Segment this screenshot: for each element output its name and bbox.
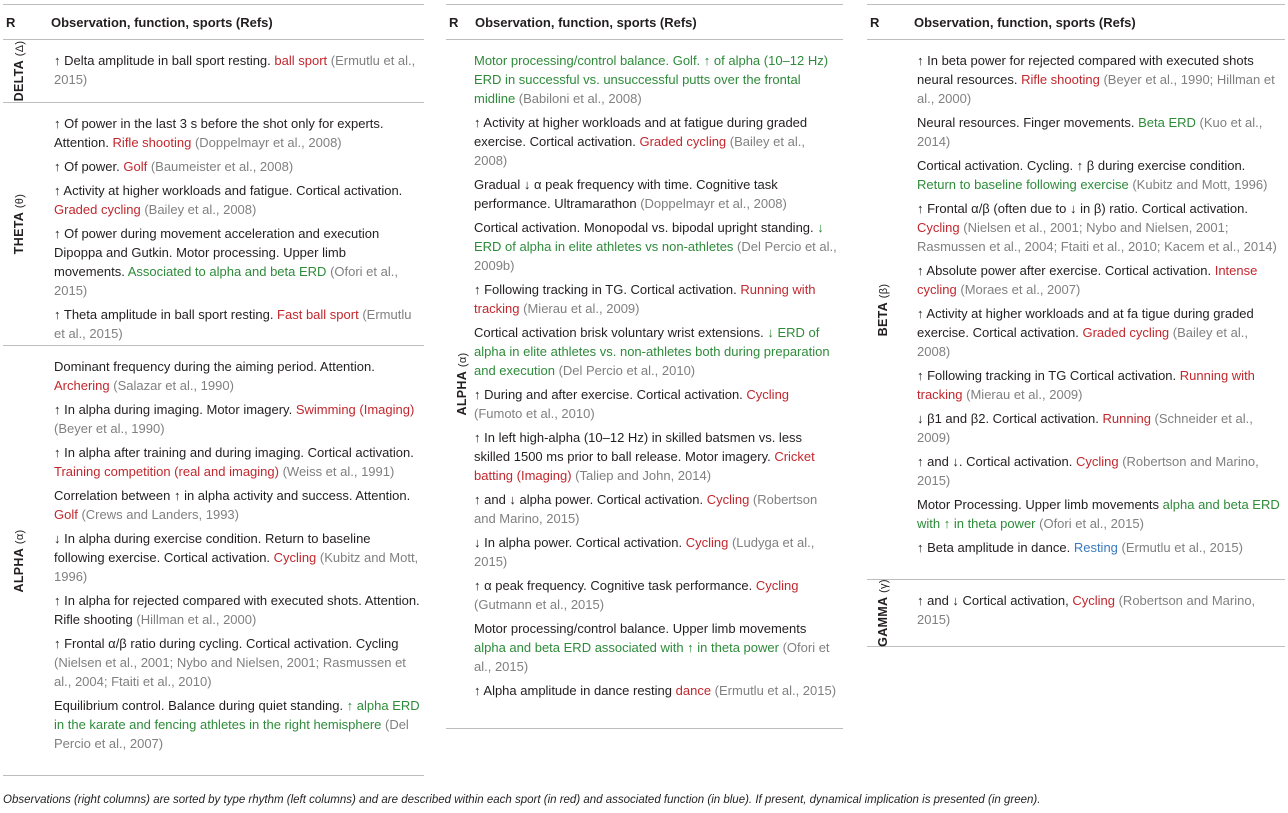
observation-text: ↑ and ↓ Cortical activation, bbox=[917, 593, 1073, 608]
rhythm-symbol: (α) bbox=[14, 529, 26, 544]
reference-text: (Weiss et al., 1991) bbox=[278, 464, 395, 479]
observation-entry bbox=[474, 533, 839, 571]
rhythm-label bbox=[867, 580, 899, 646]
observation-entry bbox=[474, 175, 839, 213]
reference-text: (Nielsen et al., 2001; Nybo and Nielsen, 2001; Rasmussen et al., 2004; Ftaiti et al., 2010; Kacem et al., 2014) bbox=[917, 220, 1277, 254]
dynamical-implication-text: alpha and beta ERD with ↑ in theta power bbox=[917, 497, 1280, 531]
observation-text: ↑ Of power during movement acceleration and execution Dipoppa and Gutkin. Motor processing. Upper limb movements. bbox=[54, 226, 380, 279]
reference-text: (Hillman et al., 2000) bbox=[136, 612, 257, 627]
sport-text: dance bbox=[675, 683, 712, 698]
observation-entry bbox=[474, 490, 839, 528]
sport-text: Cycling bbox=[755, 578, 799, 593]
observation-text: ↑ and ↓. Cortical activation. bbox=[917, 454, 1076, 469]
observation-text: Cortical activation. Cycling. ↑ β during exercise condition. bbox=[917, 158, 1246, 173]
observation-text: ↑ In alpha during imaging. Motor imagery. bbox=[54, 402, 296, 417]
observation-text: ↑ Of power in the last 3 s before the shot only for experts. Attention. bbox=[54, 116, 384, 150]
observation-text: ↑ During and after exercise. Cortical activation. bbox=[474, 387, 747, 402]
sport-text: Cricket batting (Imaging) bbox=[474, 449, 815, 483]
observation-entry bbox=[54, 696, 420, 753]
sport-text: Archering bbox=[54, 378, 110, 393]
dynamical-implication-text: alpha and beta ERD associated with ↑ in theta power bbox=[474, 640, 779, 655]
observation-text: ↑ In left high-alpha (10–12 Hz) in skilled batsmen vs. less skilled 1500 ms prior to ball release. Motor imagery. bbox=[474, 430, 803, 464]
reference-text: (Robertson and Marino, 2015) bbox=[474, 492, 818, 526]
dynamical-implication-text: Beta ERD bbox=[1138, 115, 1196, 130]
observation-text: ↑ Following tracking in TG Cortical activation. bbox=[917, 368, 1180, 383]
sport-text: Cycling bbox=[917, 220, 960, 235]
observation-entry bbox=[54, 305, 420, 343]
observation-entry bbox=[54, 400, 420, 438]
rhythm-label bbox=[3, 346, 35, 775]
reference-text: (Ofori et al., 2015) bbox=[1035, 516, 1144, 531]
r-header: R bbox=[870, 14, 880, 30]
reference-text: (Del Percio et al., 2009b) bbox=[474, 239, 837, 273]
observation-entry bbox=[54, 51, 420, 89]
sport-text: Cycling bbox=[1072, 593, 1115, 608]
observation-text: ↓ In alpha during exercise condition. Return to baseline following exercise. Cortical activation. bbox=[54, 531, 371, 565]
column-header bbox=[867, 4, 1285, 40]
observation-text: Neural resources. Finger movements. bbox=[917, 115, 1139, 130]
reference-text: (Schneider et al., 2009) bbox=[917, 411, 1253, 445]
reference-text: (Gutmann et al., 2015) bbox=[474, 597, 605, 612]
sport-text: Running with tracking bbox=[917, 368, 1255, 402]
dynamical-implication-text: ↓ ERD of alpha in elite athletes vs non-athletes bbox=[474, 220, 824, 254]
sport-text: Running bbox=[1102, 411, 1151, 426]
rhythm-symbol: (Δ) bbox=[14, 40, 26, 57]
sport-text: Rifle shooting bbox=[1021, 72, 1100, 87]
reference-text: (Doppelmayr et al., 2008) bbox=[191, 135, 342, 150]
observation-entry bbox=[917, 452, 1281, 490]
observation-text: Motor processing/control balance. Upper limb movements bbox=[474, 621, 807, 636]
reference-text: (Robertson and Marino, 2015) bbox=[917, 593, 1256, 627]
observation-text: ↑ Frontal α/β (often due to ↓ in β) ratio. Cortical activation. bbox=[917, 201, 1248, 216]
sport-text: Graded cycling bbox=[54, 202, 141, 217]
rhythm-section-gamma bbox=[867, 580, 1285, 647]
observation-entry bbox=[54, 357, 420, 395]
rhythm-section-alpha bbox=[3, 346, 424, 776]
observation-entry bbox=[54, 224, 420, 300]
rhythm-label bbox=[867, 40, 899, 579]
observation-text: ↑ Absolute power after exercise. Cortical activation. bbox=[917, 263, 1215, 278]
rhythm-name: BETA bbox=[876, 301, 890, 336]
rhythm-name: ALPHA bbox=[12, 547, 26, 592]
observation-entry bbox=[917, 261, 1281, 299]
reference-text: (Ermutlu et al., 2015) bbox=[54, 307, 412, 341]
observation-text: Motor Processing. Upper limb movements bbox=[917, 497, 1163, 512]
rhythm-name: THETA bbox=[12, 211, 26, 255]
dynamical-implication-text: ↑ alpha ERD in the karate and fencing athletes in the right hemisphere bbox=[54, 698, 420, 732]
observation-text: ↑ Theta amplitude in ball sport resting. bbox=[54, 307, 278, 322]
observation-entry bbox=[474, 280, 839, 318]
observation-entry bbox=[917, 156, 1281, 194]
observation-text: Cortical activation. Monopodal vs. bipodal upright standing. bbox=[474, 220, 818, 235]
observation-text: ↑ and ↓ alpha power. Cortical activation. bbox=[474, 492, 707, 507]
sport-text: Training competition (real and imaging) bbox=[54, 464, 279, 479]
sport-text: Rifle shooting bbox=[112, 135, 192, 150]
observation-text: ↓ In alpha power. Cortical activation. bbox=[474, 535, 686, 550]
observation-text: ↑ Activity at higher workloads and at fa tigue during graded exercise. Cortical activation. bbox=[917, 306, 1254, 340]
reference-text: (Bailey et al., 2008) bbox=[474, 134, 805, 168]
reference-text: (Beyer et al., 1990; Hillman et al., 2000) bbox=[917, 72, 1275, 106]
observation-text: ↑ Activity at higher workloads and at fatigue during graded exercise. Cortical activation. bbox=[474, 115, 808, 149]
reference-text: (Doppelmayr et al., 2008) bbox=[640, 196, 787, 211]
rhythm-symbol: (α) bbox=[457, 352, 469, 368]
observation-header: Observation, function, sports (Refs) bbox=[51, 14, 273, 30]
observation-text: ↑ α peak frequency. Cognitive task performance. bbox=[474, 578, 756, 593]
observation-text: ↑ Activity at higher workloads and fatigue. Cortical activation. bbox=[54, 183, 403, 198]
reference-text: (Ofori et al., 2015) bbox=[474, 640, 830, 674]
observation-text: ↑ In alpha after training and during imaging. Cortical activation. bbox=[54, 445, 414, 460]
observation-entry bbox=[474, 576, 839, 614]
observation-text: Correlation between ↑ in alpha activity and success. Attention. bbox=[54, 488, 411, 503]
reference-text: (Kuo et al., 2014) bbox=[917, 115, 1263, 149]
reference-text: (Ermutlu et al., 2015) bbox=[54, 53, 416, 87]
sport-text: Intense cycling bbox=[917, 263, 1258, 297]
reference-text: (Robertson and Marino, 2015) bbox=[917, 454, 1259, 488]
rhythm-section-beta bbox=[867, 40, 1285, 580]
reference-text: (Crews and Landers, 1993) bbox=[77, 507, 239, 522]
observation-entry bbox=[917, 51, 1281, 108]
reference-text: (Ludyga et al., 2015) bbox=[474, 535, 815, 569]
reference-text: (Salazar et al., 1990) bbox=[109, 378, 234, 393]
sport-text: Graded cycling bbox=[639, 134, 727, 149]
observation-entry bbox=[54, 157, 420, 176]
observation-text: ↑ Of power. bbox=[54, 159, 124, 174]
sport-text: Cycling bbox=[746, 387, 790, 402]
reference-text: (Fumoto et al., 2010) bbox=[474, 406, 595, 421]
reference-text: (Nielsen et al., 2001; Nybo and Nielsen, 2001; Rasmussen et al., 2004; Ftaiti et al., 2010) bbox=[54, 655, 406, 689]
rhythm-section-theta bbox=[3, 103, 424, 346]
reference-text: (Babiloni et al., 2008) bbox=[515, 91, 642, 106]
dynamical-implication-text: ↓ ERD of alpha in elite athletes vs. non-athletes both during preparation and execution bbox=[474, 325, 830, 378]
observation-entry bbox=[54, 529, 420, 586]
observation-entry bbox=[474, 619, 839, 676]
table-column-3 bbox=[867, 4, 1285, 647]
observation-entry bbox=[917, 495, 1281, 533]
column-header bbox=[3, 4, 424, 40]
rhythm-name: ALPHA bbox=[455, 370, 469, 416]
observation-header: Observation, function, sports (Refs) bbox=[914, 14, 1136, 30]
rhythm-label bbox=[3, 40, 35, 102]
reference-text: (Del Percio et al., 2010) bbox=[554, 363, 696, 378]
observation-entry bbox=[54, 181, 420, 219]
reference-text: (Baumeister et al., 2008) bbox=[147, 159, 294, 174]
observation-entry bbox=[917, 199, 1281, 256]
reference-text: (Moraes et al., 2007) bbox=[956, 282, 1081, 297]
table-column-1 bbox=[3, 4, 424, 776]
rhythm-name: DELTA bbox=[12, 60, 26, 102]
observation-entry bbox=[917, 409, 1281, 447]
dynamical-implication-text: Associated to alpha and beta ERD bbox=[127, 264, 327, 279]
rhythm-symbol: (β) bbox=[878, 283, 890, 298]
sport-text: Running with tracking bbox=[474, 282, 816, 316]
dynamical-implication-text: Motor processing/control balance. Golf. ↑ of alpha (10–12 Hz) ERD in successful vs. unsuccessful putts over the frontal midline bbox=[474, 53, 829, 106]
observation-entry bbox=[917, 366, 1281, 404]
sport-text: Graded cycling bbox=[1082, 325, 1170, 340]
r-header: R bbox=[6, 14, 16, 30]
reference-text: (Beyer et al., 1990) bbox=[54, 421, 165, 436]
observation-entry bbox=[474, 51, 839, 108]
observation-entry bbox=[917, 304, 1281, 361]
sport-text: Golf bbox=[54, 507, 78, 522]
reference-text: (Bailey et al., 2008) bbox=[140, 202, 257, 217]
observation-text: ↑ Delta amplitude in ball sport resting. bbox=[54, 53, 275, 68]
sport-text: Fast ball sport bbox=[277, 307, 359, 322]
rhythm-section-delta bbox=[3, 40, 424, 103]
observation-text: ↑ Alpha amplitude in dance resting bbox=[474, 683, 676, 698]
observation-entry bbox=[474, 681, 839, 700]
observation-text: Equilibrium control. Balance during quiet standing. bbox=[54, 698, 347, 713]
table-footnote: Observations (right columns) are sorted by type rhythm (left columns) and are described within each sport (in red) and associated function (in blue). If present, dynamical implication is presented (in green). bbox=[3, 794, 1041, 806]
observation-text: ↑ Beta amplitude in dance. bbox=[917, 540, 1074, 555]
reference-text: (Bailey et al., 2008) bbox=[917, 325, 1248, 359]
reference-text: (Mierau et al., 2009) bbox=[962, 387, 1083, 402]
reference-text: (Mierau et al., 2009) bbox=[519, 301, 640, 316]
column-header bbox=[446, 4, 843, 40]
reference-text: (Kubitz and Mott, 1996) bbox=[1128, 177, 1268, 192]
dynamical-implication-text: Return to baseline following exercise bbox=[917, 177, 1129, 192]
r-header: R bbox=[449, 14, 459, 30]
sport-text: Cycling bbox=[1075, 454, 1119, 469]
sport-text: Cycling bbox=[685, 535, 729, 550]
observation-entry bbox=[474, 113, 839, 170]
observation-entry bbox=[917, 538, 1281, 557]
sport-text: ball sport bbox=[274, 53, 328, 68]
reference-text: (Taliep and John, 2014) bbox=[571, 468, 712, 483]
table-column-2 bbox=[446, 4, 843, 729]
rhythm-label bbox=[446, 40, 478, 728]
rhythm-symbol: (γ) bbox=[878, 579, 890, 593]
observation-text: ↓ β1 and β2. Cortical activation. bbox=[917, 411, 1103, 426]
reference-text: (Ermutlu et al., 2015) bbox=[1117, 540, 1243, 555]
observation-entry bbox=[54, 591, 420, 629]
observation-header: Observation, function, sports (Refs) bbox=[475, 14, 697, 30]
observation-entry bbox=[474, 218, 839, 275]
observation-text: Dominant frequency during the aiming period. Attention. bbox=[54, 359, 375, 374]
reference-text: (Ermutlu et al., 2015) bbox=[711, 683, 837, 698]
sport-text: Golf bbox=[123, 159, 148, 174]
sport-text: Cycling bbox=[273, 550, 317, 565]
rhythm-label bbox=[3, 103, 35, 345]
observation-text: ↑ In beta power for rejected compared with executed shots neural resources. bbox=[917, 53, 1254, 87]
observation-entry bbox=[54, 634, 420, 691]
observation-entry bbox=[474, 385, 839, 423]
rhythm-symbol: (θ) bbox=[14, 193, 26, 209]
rhythm-section-alpha bbox=[446, 40, 843, 729]
reference-text: (Del Percio et al., 2007) bbox=[54, 717, 409, 751]
observation-entry bbox=[474, 428, 839, 485]
function-text: Resting bbox=[1073, 540, 1118, 555]
observation-entry bbox=[474, 323, 839, 380]
sport-text: Swimming (Imaging) bbox=[295, 402, 415, 417]
observation-entry bbox=[54, 114, 420, 152]
observation-text: ↑ In alpha for rejected compared with executed shots. Attention. Rifle shooting bbox=[54, 593, 420, 627]
rhythm-name: GAMMA bbox=[876, 596, 890, 647]
observation-text: ↑ Following tracking in TG. Cortical activation. bbox=[474, 282, 741, 297]
observation-entry bbox=[54, 443, 420, 481]
observation-entry bbox=[917, 591, 1281, 629]
observation-entry bbox=[917, 113, 1281, 151]
reference-text: (Ofori et al., 2015) bbox=[54, 264, 398, 298]
observation-entry bbox=[54, 486, 420, 524]
observation-text: Cortical activation brisk voluntary wrist extensions. bbox=[474, 325, 768, 340]
reference-text: (Kubitz and Mott, 1996) bbox=[54, 550, 419, 584]
sport-text: Cycling bbox=[706, 492, 750, 507]
observation-text: Gradual ↓ α peak frequency with time. Cognitive task performance. Ultramarathon bbox=[474, 177, 778, 211]
observation-text: ↑ Frontal α/β ratio during cycling. Cortical activation. Cycling bbox=[54, 636, 399, 651]
